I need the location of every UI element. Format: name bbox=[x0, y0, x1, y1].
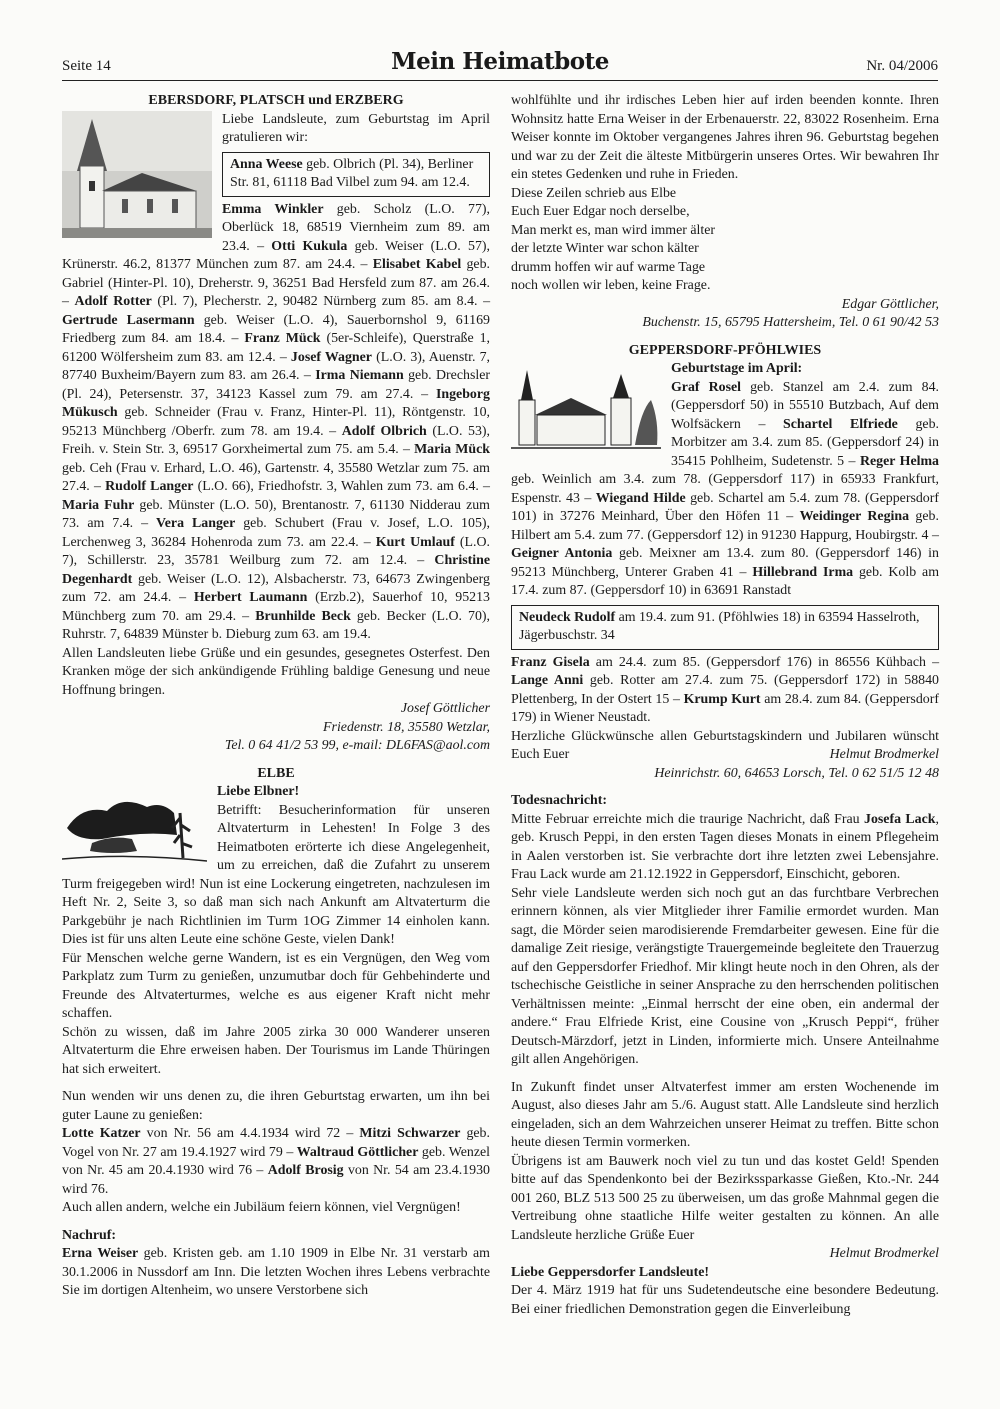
person-details: geb. Meixner am 13.4. zum 80. (Geppersdorf 146) in 95213 Münchberg, Unterer Graben 41 – bbox=[511, 546, 939, 580]
person-details: geb. Weiser (L.O. 57), Krünerstr. 46.2, 81377 München zum 87. am 24.4. – bbox=[62, 238, 490, 272]
person-name: Waltraud Göttlicher bbox=[296, 1144, 419, 1160]
section-heading-geppersdorf: GEPPERSDORF-PFÖHLWIES bbox=[628, 342, 822, 358]
person-name: Schartel Elfriede bbox=[783, 416, 898, 432]
poem-line: der letzte Winter war schon kälter bbox=[511, 241, 699, 256]
highlight-box-neudeck-rudolf bbox=[511, 605, 939, 650]
person-name: Krump Kurt bbox=[683, 691, 761, 707]
geppersdorf-signature-address: Heinrichstr. 60, 64653 Lorsch, Tel. 0 62 51/5 12 48 bbox=[654, 765, 939, 781]
person-name: Josef Wagner bbox=[290, 349, 372, 365]
person-details: von Nr. 54 am 23.4.1930 wird 76. bbox=[62, 1163, 490, 1197]
masthead: Mein Heimatbote bbox=[391, 48, 609, 75]
left-column bbox=[62, 92, 490, 1301]
person-details: geb. Drechsler (Pl. 24), Petersenstr. 37, 34123 Kassel zum 79. am 27.4. – bbox=[62, 368, 491, 402]
highlight-box-anna-weese bbox=[222, 152, 490, 197]
person-details: geb. Vogel von Nr. 27 am 19.4.1927 wird 79 – bbox=[62, 1126, 490, 1160]
right-column bbox=[511, 92, 939, 1319]
person-name: Geigner Antonia bbox=[511, 546, 613, 561]
header-rule bbox=[62, 80, 938, 81]
person-details: (L.O. 7), Schillerstr. 23, 35781 Weilburg zum 72. am 12.4. – bbox=[62, 534, 491, 568]
person-details: geb. Kolb am 17.4. zum 87. (Geppersdorf 10) in 63691 Ranstadt bbox=[511, 564, 940, 598]
death-notice-p2: Sehr viele Landsleute werden sich noch gut an das furchtbare Verbrechen erinnern können, als vier Mitglieder ihrer Familie ermordet wurden. Man sagt, die Mörder seien marodisierende Fremdarbeiter gewesen. Eine für die damalige Zeit riesige, verängstigte Trauergemeinde begleitete den Trauerzug auf den Geppersdorfer Friedhof. Mir klingt heute noch in den Ohren, als der tschechische Geistliche in seiner Ansprache zu den herrschenden politischen Verhältnissen meinte: „Einmal herrscht der eine oben, ein andermal der andere.“ Frau Elfriede Krist, eine Cousine von „Krusch Peppi“, früher Deutsch-Märzdorf, jetzt in Linden, informierte mich. Unsere Anteilnahme gilt allen Angehörigen. bbox=[511, 885, 939, 1067]
person-name: Maria Mück bbox=[414, 442, 490, 457]
person-details: am 24.4. zum 85. (Geppersdorf 176) in 86556 Kühbach – bbox=[589, 654, 940, 670]
poem-line: noch wollen wir leben, keine Frage. bbox=[511, 278, 711, 293]
person-name: Mitzi Schwarzer bbox=[359, 1126, 461, 1141]
church-photo bbox=[62, 111, 212, 238]
ebersdorf-greeting: Allen Landsleuten liebe Grüße und ein gesundes, gesegnetes Osterfest. Den Kranken möge der sich ankündigende Frühling baldige Genesung und neue Hoffnung bringen. bbox=[62, 645, 490, 698]
poem-line: Euch Euer Edgar noch derselbe, bbox=[511, 204, 690, 219]
person-name: Brunhilde Beck bbox=[255, 608, 351, 624]
person-details: (L.O. 3), Auenstr. 7, 87740 Buxheim/Bayern zum 83. am 26.4. – bbox=[62, 349, 490, 383]
person-name: Herbert Laumann bbox=[193, 590, 308, 605]
person-details: geb. Schartel am 5.4. zum 78. (Geppersdorf 101) in 37276 Meinhard, Über den Höfen 11 – bbox=[511, 490, 939, 524]
section-heading-ebersdorf: EBERSDORF, PLATSCH und ERZBERG bbox=[148, 93, 404, 108]
geppersdorf-birthday-list-2 bbox=[511, 654, 939, 728]
person-name: Graf Rosel bbox=[671, 379, 742, 395]
person-name: Gertrude Lasermann bbox=[62, 312, 195, 328]
nachruf-name: Erna Weiser bbox=[62, 1246, 139, 1261]
person-details: geb. Weinlich am 3.4. zum 78. (Geppersdorf 117) in 65933 Frankfurt, Espenstr. 43 – bbox=[511, 472, 939, 506]
person-name: Irma Niemann bbox=[315, 368, 404, 383]
person-name: Otti Kukula bbox=[271, 238, 348, 254]
landscape-drawing bbox=[62, 783, 207, 865]
final-title: Liebe Geppersdorfer Landsleute! bbox=[511, 1264, 710, 1280]
person-name: Franz Gisela bbox=[511, 654, 590, 670]
elbe-signature-address: Buchenstr. 15, 65795 Hattersheim, Tel. 0 61 90/42 53 bbox=[642, 315, 939, 330]
future-paragraph-1: In Zukunft findet unser Altvaterfest immer am ersten Wochenende im August, also dieses Jahr am 5./6. August statt. Alle Landsleute sind herzlich eingeladen, sich an dem Wahrzeichen unserer Heimat zu treffen. Bitte schon heute diesen Termin vormerken. bbox=[511, 1079, 939, 1150]
future-signature: Helmut Brodmerkel bbox=[829, 1246, 939, 1261]
person-details: (L.O. 66), Friedhofstr. 3, Wahlen zum 73. am 6.4. – bbox=[193, 479, 490, 494]
person-details: geb. Ceh (Frau v. Erhard, L.O. 46), Gartenstr. 4, 35580 Wetzlar zum 75. am 27.4. – bbox=[62, 460, 490, 494]
person-details: geb. Scholz (L.O. 77), Oberlück 18, 68519 Viernheim zum 89. am 23.4. – bbox=[222, 201, 490, 254]
geppersdorf-wishes: Herzliche Glückwünsche allen Geburtstagskindern und Jubilaren wünscht Euch Euer Helmut Brodmerkel bbox=[511, 728, 939, 765]
box-text: am 19.4. zum 91. (Pföhlwies 18) in 63594 Hasselroth, Jägerbuschstr. 34 bbox=[519, 609, 920, 643]
signature-contact: Tel. 0 64 41/2 53 99, e-mail: DL6FAS@aol.com bbox=[224, 738, 490, 753]
person-name: Adolf Olbrich bbox=[341, 423, 427, 439]
person-name: Emma Winkler bbox=[222, 201, 324, 217]
person-details: geb. Becker (L.O. 70), Ruhrstr. 7, 64839 Münster b. Dieburg zum 63. am 19.4. bbox=[62, 608, 491, 642]
person-name: Christine Degenhardt bbox=[62, 553, 490, 587]
signature-address: Friedenstr. 18, 35580 Wetzlar, bbox=[323, 719, 490, 735]
death-notice-title: Todesnachricht: bbox=[511, 793, 607, 808]
final-text: Der 4. März 1919 hat für uns Sudetendeutsche eine besondere Bedeutung. Bei einer friedlichen Demonstration gegen die Einverleibung bbox=[511, 1283, 939, 1317]
person-details: geb. Wenzel von Nr. 45 am 20.4.1930 wird 76 – bbox=[62, 1144, 491, 1178]
signature-name: Josef Göttlicher bbox=[400, 701, 490, 716]
person-name: Weidinger Regina bbox=[799, 509, 910, 524]
person-details: von Nr. 56 am 4.4.1934 wird 72 – bbox=[140, 1126, 360, 1141]
village-drawing bbox=[511, 360, 661, 455]
box-text: geb. Olbrich (Pl. 34), Berliner Str. 81, 61118 Bad Vilbel zum 94. am 12.4. bbox=[230, 156, 474, 190]
page-number: Seite 14 bbox=[62, 58, 111, 74]
issue-number: Nr. 04/2006 bbox=[866, 58, 938, 74]
person-name: Vera Langer bbox=[156, 516, 236, 531]
person-details: (L.O. 53), Freih. v. Stein Str. 3, 69517 Gorxheimertal zum 75. am 5.4. – bbox=[62, 423, 490, 457]
elbe-paragraph-1: Betrifft: Besucherinformation für unseren Altvaterturm in Lehesten! In Folge 3 des Heimatboten erörterte ich diese Angelegenheit, um zu erreichen, daß die Zufahrt zu unserem Turm freigegeben wird! Nun ist eine Lockerung eingetreten, nachzulesen im Heft Nr. 2, Seite 3, so daß man sich nach Ankunft am Altvaterturm die Parkgebühr je nach Richtlinien im Turm 1OG Zimmer 14 einholen kann. Dies ist für uns alten Leute eine schöne Geste, vielen Dank! bbox=[62, 802, 490, 947]
person-name: Franz Mück bbox=[244, 331, 321, 346]
person-name: Adolf Rotter bbox=[74, 294, 152, 309]
person-name: Hillebrand Irma bbox=[752, 564, 854, 580]
person-name: Elisabet Kabel bbox=[372, 257, 462, 272]
person-details: geb. Gabriel (Hinter-Pl. 10), Dreherstr. 9, 36251 Bad Hersfeld zum 87. am 26.4. – bbox=[62, 257, 490, 309]
death-notice-p1: Mitte Februar erreichte mich die traurige Nachricht, daß Frau Josefa Lack, geb. Krusch Peppi, in den ersten Tagen dieses Monats in einem Pflegeheim in Aalen verstorben ist. Sie verbrachte dort ihre letzten zwei Lebensjahre. Frau Lack wurde am 21.12.1922 in Geppersdorf, Einschicht, geboren. bbox=[511, 811, 940, 882]
poem bbox=[511, 203, 939, 296]
person-details: geb. Hilbert am 5.4. zum 77. (Geppersdorf 12) in 91230 Happurg, Houbirgstr. 4 – bbox=[511, 509, 939, 543]
person-details: geb. Stanzel am 2.4. zum 84. (Geppersdorf 50) in 55510 Butzbach, Auf dem Wolfsäckern – bbox=[671, 379, 939, 432]
section-heading-elbe: ELBE bbox=[257, 765, 295, 781]
person-details: geb. Schubert (Frau v. Josef, L.O. 105), Lerchenweg 3, 36284 Hohenroda zum 73. am 22.4. – bbox=[62, 516, 490, 550]
person-name: Kurt Umlauf bbox=[375, 534, 455, 550]
nachruf-text: Erna Weiser geb. Kristen geb. am 1.10 1909 in Elbe Nr. 31 verstarb am 30.1.2006 in Nussdorf am Inn. Die letzten Wochen ihres Lebens verbrachte Sie im dortigen Altenheim, wo unsere Verstorbene sich bbox=[62, 1246, 490, 1298]
person-details: am 28.4. zum 84. (Geppersdorf 179) in Wiener Neustadt. bbox=[511, 691, 939, 725]
person-details: (Erzb.2), Sauerhof 10, 95213 Münchberg zum 70. am 29.4. – bbox=[62, 590, 490, 624]
nachruf-continued: wohlfühlte und ihr irdisches Leben hier auf irden beenden konnte. Ihren Wohnsitz hatte Erna Weiser in der Erbenauerstr. 22, 83022 Rosenheim. Erna Weiser konnte im Oktober vergangenes Jahres ihren 96. Geburtstag begehen und war zu der Zeit die älteste Mitbürgerin unseres Ortes. Wir bewahren Ihr ein stetes Gedenken und ruhe in Frieden. bbox=[511, 93, 939, 182]
person-name: Reger Helma bbox=[859, 453, 939, 469]
ebersdorf-intro: Liebe Landsleute, zum Geburtstag im April gratulieren wir: bbox=[222, 111, 490, 145]
geppersdorf-subheading: Geburtstage im April: bbox=[671, 361, 803, 376]
box-name: Anna Weese bbox=[230, 156, 303, 172]
person-details: (Pl. 7), Plecherstr. 2, 90482 Nürnberg zum 85. am 8.4. – bbox=[151, 294, 491, 309]
poem-line: drumm hoffen wir auf warme Tage bbox=[511, 259, 706, 275]
future-paragraph-2: Übrigens ist am Bauwerk noch viel zu tun und das kostet Geld! Spenden bitte auf das Spendenkonto bei der Bezirkssparkasse Gießen, Kto.-Nr. 244 001 260, BLZ 513 500 25 zu überweisen, um das große Mahnmal gegen die Vertreibung ohne staatliche Hilfe weiter gestalten zu können. An alle Landsleute herzliche Grüße Euer bbox=[511, 1153, 939, 1243]
elbe-salutation: Liebe Elbner! bbox=[217, 784, 300, 799]
person-details: geb. Rotter am 27.4. zum 75. (Geppersdorf 172) in 58840 Plettenberg, In der Ostert 15 – bbox=[511, 673, 939, 707]
elbe-birthday-list bbox=[62, 1125, 490, 1199]
person-details: geb. Schneider (Frau v. Franz, Hinter-Pl. 11), Röntgenstr. 10, 95213 Münchberg /Oberfr. zum 78. am 19.4. – bbox=[62, 405, 490, 439]
poem-line: Man merkt es, man wird immer älter bbox=[511, 222, 716, 238]
ebersdorf-birthday-list bbox=[62, 201, 490, 645]
elbe-paragraph-2: Für Menschen welche gerne Wandern, ist es ein Vergnügen, den Weg vom Parkplatz zum Turm zu genießen, unzumutbar doch für Gehbehinderte und Freunde des Altvaterturmes, welche es aus eigener Kraft nicht mehr schaffen. bbox=[62, 950, 490, 1021]
person-name: Wiegand Hilde bbox=[595, 490, 686, 506]
elbe-closing: Diese Zeilen schrieb aus Elbe bbox=[511, 185, 677, 201]
person-name: Rudolf Langer bbox=[105, 479, 194, 494]
person-name: Ingeborg Mükusch bbox=[62, 386, 490, 420]
nachruf-title: Nachruf: bbox=[62, 1227, 117, 1243]
person-details: geb. Münster (L.O. 50), Brentanostr. 7, 61130 Nidderau zum 73. am 7.4. – bbox=[62, 497, 490, 531]
person-details: geb. Weiser (L.O. 12), Alsbacherstr. 73, 64673 Zwingenberg zum 72. am 24.4. – bbox=[62, 571, 490, 605]
person-name: Maria Fuhr bbox=[62, 497, 135, 513]
box-name: Neudeck Rudolf bbox=[519, 609, 616, 625]
person-details: geb. Morbitzer am 3.4. zum 85. (Geppersdorf 24) in 35415 Pohlheim, Sudetenstr. 5 – bbox=[671, 416, 939, 469]
elbe-paragraph-5: Auch allen andern, welche ein Jubiläum feiern können, viel Vergnügen! bbox=[62, 1200, 461, 1215]
wishes-signature: Helmut Brodmerkel bbox=[829, 747, 939, 762]
person-name: Lotte Katzer bbox=[62, 1126, 141, 1141]
elbe-paragraph-4: Nun wenden wir uns denen zu, die ihren Geburtstag erwarten, um ihn bei guter Laune zu genießen: bbox=[62, 1089, 490, 1123]
page-header bbox=[62, 48, 938, 82]
person-details: geb. Weiser (L.O. 4), Sauerbornshol 9, 61169 Friedberg zum 84. am 18.4. – bbox=[62, 312, 490, 346]
elbe-signature-name: Edgar Göttlicher, bbox=[841, 296, 939, 312]
elbe-paragraph-3: Schön zu wissen, daß im Jahre 2005 zirka 30 000 Wanderer unseren Altvaterturm die Ehre erweisen haben. Der Tourismus im Lande Thüringen hat sich erweitert. bbox=[62, 1024, 490, 1077]
person-details: (5er-Schleife), Querstraße 1, 61200 Wölfersheim zum 83. am 12.4. – bbox=[62, 331, 491, 365]
person-name: Adolf Brosig bbox=[267, 1163, 344, 1178]
person-name: Lange Anni bbox=[511, 673, 584, 688]
